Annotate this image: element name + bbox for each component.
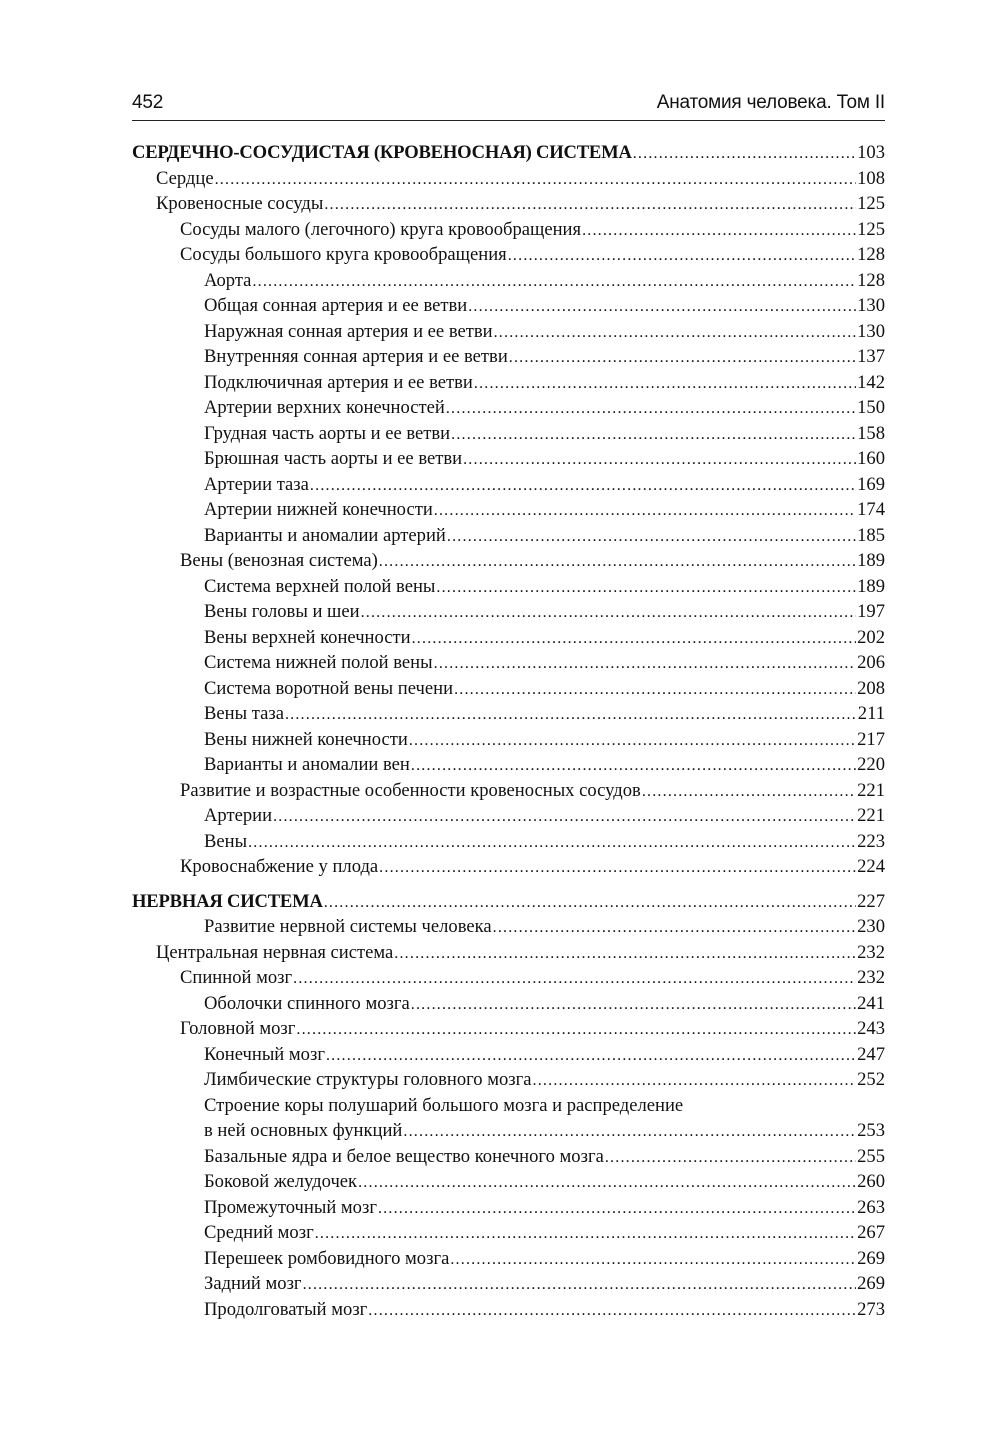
toc-entry-title: Оболочки спинного мозга [204, 992, 410, 1014]
toc-entry [132, 803, 885, 829]
toc-entry [132, 446, 885, 472]
toc-entry-title: Артерии таза [204, 473, 309, 495]
toc-entry-page: 130 [857, 320, 885, 342]
toc-entry-page: 227 [857, 890, 885, 912]
toc-entry [132, 1067, 885, 1093]
toc-entry-page: 232 [857, 967, 885, 988]
toc-entry-title: Сосуды большого круга кровообращения [180, 244, 507, 265]
toc-entry-title: НЕРВНАЯ СИСТЕМА [132, 890, 323, 912]
table-of-contents [132, 140, 885, 1322]
dot-leader [494, 320, 857, 346]
toc-entry-title: Аорта [204, 269, 252, 291]
toc-entry-title: Средний мозг [204, 1222, 314, 1243]
toc-entry-title: Развитие нервной системы человека [204, 916, 492, 937]
toc-entry-title: Вены таза [204, 703, 284, 724]
dot-leader [409, 728, 856, 754]
toc-entry [132, 242, 885, 268]
toc-entry-page: 263 [857, 1196, 885, 1218]
toc-entry [132, 676, 885, 702]
toc-entry-title: Система верхней полой вены [204, 575, 436, 597]
toc-entry-page: 160 [857, 448, 885, 469]
toc-entry-title: Варианты и аномалии артерий [204, 524, 446, 546]
toc-entry-title: Артерии нижней конечности [204, 499, 433, 520]
toc-entry [132, 778, 885, 804]
dot-leader [315, 1221, 856, 1247]
toc-entry [132, 1220, 885, 1246]
toc-entry-page: 130 [857, 295, 885, 316]
dot-leader [411, 992, 856, 1018]
dot-leader [394, 941, 856, 967]
dot-leader [450, 1247, 856, 1273]
toc-entry-page: 224 [857, 856, 885, 877]
toc-entry-title: Головной мозг [180, 1018, 296, 1039]
toc-entry-page: 208 [857, 677, 885, 699]
toc-entry-page: 269 [857, 1273, 885, 1294]
toc-entry [132, 914, 885, 940]
toc-entry-title: Вены нижней конечности [204, 728, 408, 750]
toc-entry-title: Центральная нервная система [156, 941, 394, 963]
toc-entry-page: 220 [857, 754, 885, 775]
toc-entry-title: Наружная сонная артерия и ее ветви [204, 320, 493, 342]
toc-entry [132, 166, 885, 192]
page-number: 452 [132, 92, 164, 113]
toc-entry [132, 752, 885, 778]
dot-leader [324, 890, 856, 916]
toc-entry-page: 137 [857, 346, 885, 367]
toc-entry-page: 221 [857, 779, 885, 801]
toc-entry-page: 150 [857, 397, 885, 418]
toc-entry-page: 108 [857, 167, 885, 189]
toc-entry-title: Брюшная часть аорты и ее ветви [204, 448, 463, 469]
toc-entry-title: Боковой желудочек [204, 1171, 358, 1192]
dot-leader [412, 626, 857, 652]
toc-entry-title: Вены (венозная система) [180, 550, 378, 571]
dot-leader [451, 422, 856, 448]
toc-entry-page: 103 [857, 142, 885, 163]
toc-entry [132, 854, 885, 880]
toc-entry-page: 128 [857, 244, 885, 265]
toc-entry-page: 206 [857, 652, 885, 673]
toc-entry-page: 128 [857, 269, 885, 291]
dot-leader [463, 447, 856, 473]
toc-entry [132, 1118, 885, 1144]
toc-entry-page: 223 [857, 830, 885, 852]
toc-entry [132, 370, 885, 396]
dot-leader [633, 141, 856, 167]
dot-leader [248, 830, 856, 856]
running-title: Анатомия человека. Том II [656, 92, 885, 113]
dot-leader [447, 524, 856, 550]
toc-entry-page: 158 [857, 422, 885, 444]
toc-entry-page: 142 [857, 371, 885, 393]
toc-entry [132, 599, 885, 625]
toc-entry-page: 267 [857, 1222, 885, 1243]
dot-leader [454, 677, 856, 703]
toc-entry [132, 344, 885, 370]
toc-entry-title: Грудная часть аорты и ее ветви [204, 422, 451, 444]
dot-leader [436, 575, 856, 601]
dot-leader [434, 651, 856, 677]
toc-entry-title: Продолговатый мозг [204, 1298, 368, 1320]
toc-entry [132, 1144, 885, 1170]
dot-leader [273, 804, 856, 830]
toc-entry-page: 125 [857, 193, 885, 214]
dot-leader [358, 1170, 856, 1196]
toc-entry-title: Промежуточный мозг [204, 1196, 377, 1218]
toc-entry [132, 1195, 885, 1221]
toc-entry-title: Вены верхней конечности [204, 626, 411, 648]
toc-entry [132, 829, 885, 855]
dot-leader [379, 549, 856, 575]
dot-leader [379, 855, 856, 881]
toc-entry [132, 1016, 885, 1042]
dot-leader [493, 915, 856, 941]
toc-entry-title: Система воротной вены печени [204, 677, 454, 699]
toc-heading [132, 140, 885, 166]
toc-entry-page: 243 [857, 1018, 885, 1039]
dot-leader [303, 1272, 857, 1298]
toc-entry-page: 189 [857, 575, 885, 597]
toc-entry-title: Спинной мозг [180, 967, 293, 988]
toc-entry-page: 241 [857, 992, 885, 1014]
dot-leader [533, 1068, 857, 1094]
toc-entry-page: 125 [857, 218, 885, 240]
toc-entry-title: Перешеек ромбовидного мозга [204, 1247, 450, 1269]
toc-entry-page: 255 [857, 1145, 885, 1167]
toc-section [132, 140, 885, 880]
toc-entry [132, 548, 885, 574]
toc-entry-title: в ней основных функций [204, 1120, 403, 1141]
toc-entry-page: 221 [857, 805, 885, 826]
dot-leader [324, 192, 856, 218]
toc-entry-page: 211 [857, 703, 885, 724]
toc-entry-title: Вены головы и шеи [204, 601, 360, 622]
toc-section [132, 889, 885, 1323]
toc-entry-page: 197 [857, 601, 885, 622]
toc-entry [132, 625, 885, 651]
toc-entry-page: 260 [857, 1171, 885, 1192]
toc-entry-title: Развитие и возрастные особенности кровеносных сосудов [180, 779, 641, 801]
dot-leader [215, 167, 857, 193]
dot-leader [508, 243, 856, 269]
toc-entry-title: Подключичная артерия и ее ветви [204, 371, 473, 393]
dot-leader [296, 1017, 856, 1043]
dot-leader [403, 1119, 856, 1145]
toc-entry [132, 319, 885, 345]
dot-leader [446, 396, 856, 422]
toc-entry-page: 273 [857, 1298, 885, 1320]
toc-entry [132, 421, 885, 447]
toc-entry-title: Сосуды малого (легочного) круга кровообращения [180, 218, 582, 240]
toc-entry [132, 217, 885, 243]
toc-entry-title: Система нижней полой вены [204, 652, 433, 673]
toc-entry-page: 185 [857, 524, 885, 546]
toc-entry-page: 252 [857, 1069, 885, 1090]
toc-entry-title: Лимбические структуры головного мозга [204, 1069, 532, 1090]
toc-entry-title: Артерии [204, 805, 273, 826]
toc-entry-title: Внутренняя сонная артерия и ее ветви [204, 346, 508, 367]
toc-entry-title: Кровоснабжение у плода [180, 856, 379, 877]
toc-entry [132, 991, 885, 1017]
toc-entry-page: 217 [857, 728, 885, 750]
dot-leader [642, 779, 856, 805]
toc-entry-page: 169 [857, 473, 885, 495]
toc-entry-title: Варианты и аномалии вен [204, 754, 410, 775]
dot-leader [582, 218, 856, 244]
toc-entry [132, 574, 885, 600]
dot-leader [468, 294, 856, 320]
toc-entry-page: 269 [857, 1247, 885, 1269]
toc-entry [132, 965, 885, 991]
toc-entry [132, 1246, 885, 1272]
dot-leader [474, 371, 856, 397]
toc-entry-title: СЕРДЕЧНО-СОСУДИСТАЯ (КРОВЕНОСНАЯ) СИСТЕМА [132, 142, 632, 163]
toc-entry [132, 191, 885, 217]
toc-entry [132, 523, 885, 549]
dot-leader [285, 702, 857, 728]
dot-leader [434, 498, 856, 524]
toc-entry [132, 1271, 885, 1297]
toc-entry-page: 253 [857, 1120, 885, 1141]
toc-entry-page: 189 [857, 550, 885, 571]
toc-entry-title: Базальные ядра и белое вещество конечного мозга [204, 1145, 604, 1167]
toc-entry-page: 174 [857, 499, 885, 520]
toc-entry [132, 650, 885, 676]
toc-entry-title: Кровеносные сосуды [156, 193, 324, 214]
dot-leader [605, 1145, 856, 1171]
toc-entry-title: Общая сонная артерия и ее ветви [204, 295, 468, 316]
toc-entry [132, 1169, 885, 1195]
toc-entry [132, 395, 885, 421]
dot-leader [293, 966, 856, 992]
toc-entry-title: Артерии верхних конечностей [204, 397, 445, 418]
toc-entry [132, 701, 885, 727]
toc-entry-page: 247 [857, 1043, 885, 1065]
toc-entry-page: 230 [857, 916, 885, 937]
toc-entry [132, 497, 885, 523]
dot-leader [509, 345, 856, 371]
toc-entry [132, 472, 885, 498]
dot-leader [411, 753, 856, 779]
toc-entry-title: Строение коры полушарий большого мозга и распределение [204, 1094, 684, 1116]
toc-heading [132, 889, 885, 915]
toc-entry [132, 268, 885, 294]
toc-entry [132, 1042, 885, 1068]
page-header [132, 88, 885, 121]
dot-leader [310, 473, 856, 499]
toc-entry-page: 232 [857, 941, 885, 963]
toc-entry-page: 202 [857, 626, 885, 648]
dot-leader [378, 1196, 856, 1222]
toc-entry [132, 727, 885, 753]
toc-entry-title: Сердце [156, 167, 214, 189]
dot-leader [252, 269, 856, 295]
toc-entry-title: Задний мозг [204, 1273, 302, 1294]
dot-leader [326, 1043, 856, 1069]
toc-entry [132, 1093, 885, 1119]
toc-entry [132, 1297, 885, 1323]
toc-entry [132, 940, 885, 966]
toc-entry [132, 293, 885, 319]
toc-entry-title: Вены [204, 830, 248, 852]
dot-leader [368, 1298, 856, 1324]
toc-entry-title: Конечный мозг [204, 1043, 325, 1065]
dot-leader [361, 600, 857, 626]
